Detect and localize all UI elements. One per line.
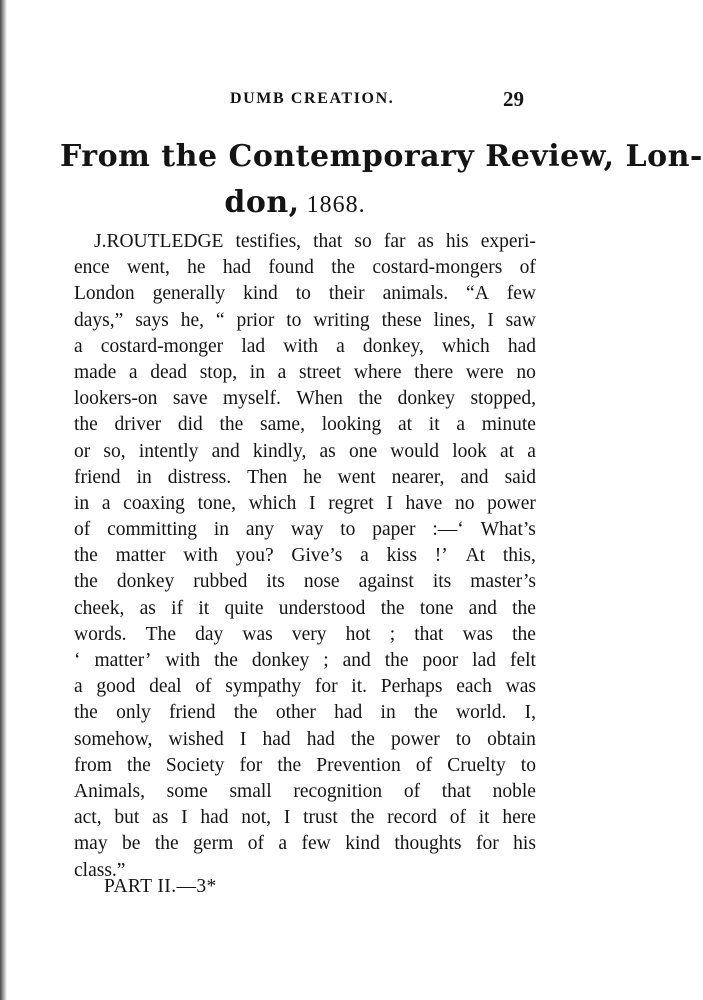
word: and [342, 650, 371, 671]
word: would [390, 440, 440, 462]
small-caps-name: ROUTLEDGE [106, 231, 224, 252]
word: writing [313, 309, 370, 331]
text-line [74, 674, 536, 700]
word: the [214, 650, 238, 671]
word: a [456, 414, 466, 436]
word: a [74, 676, 83, 698]
word: Give’s [291, 545, 343, 567]
word: this, [502, 545, 536, 567]
word: germ [193, 833, 234, 855]
word: his [513, 833, 536, 855]
word: a [128, 361, 138, 383]
word: stop, [199, 361, 238, 383]
word: look [452, 440, 487, 462]
word: lad [472, 650, 496, 671]
word: went [337, 466, 376, 488]
page-binding-edge [0, 0, 7, 1000]
word: friend [168, 702, 216, 724]
text-line [74, 543, 536, 569]
word: if [171, 597, 184, 619]
word: the [74, 414, 98, 436]
word: against [358, 571, 414, 593]
word: kindly, [252, 440, 307, 462]
text-line [74, 360, 536, 386]
word: costard-monger [100, 335, 224, 357]
word: intently [138, 440, 199, 462]
word: myself. [222, 388, 281, 410]
word: When [296, 388, 343, 410]
word: The [145, 623, 176, 645]
word: “ [215, 309, 225, 331]
word: words. [74, 623, 127, 645]
word: record [387, 807, 437, 829]
word: tone [419, 597, 454, 619]
word: the [380, 597, 405, 619]
text-line [74, 700, 536, 726]
word: !’ [434, 545, 448, 567]
word: kind [345, 833, 380, 855]
word: only [116, 702, 151, 724]
word: that [414, 623, 444, 645]
word: wished [168, 728, 224, 750]
text-line [74, 569, 536, 595]
word: had [334, 702, 363, 724]
word: these [381, 309, 422, 331]
word: that [441, 780, 471, 802]
word: with [165, 650, 201, 671]
word: dead [150, 361, 188, 383]
word: generally [152, 283, 226, 305]
word: recognition [293, 780, 383, 802]
word: master’s [470, 571, 536, 593]
word: London [74, 283, 135, 305]
text-line [74, 805, 536, 831]
word: found [268, 257, 314, 279]
word: went, [127, 257, 170, 279]
word: their [328, 283, 365, 305]
word: and [460, 466, 489, 488]
word: somehow, [74, 728, 153, 750]
word: animals. [382, 283, 449, 305]
word: the [74, 571, 98, 593]
word: donkey, [362, 335, 424, 357]
word: good [96, 676, 136, 698]
word: days,” [74, 309, 124, 331]
word: of [247, 833, 264, 855]
word: nearer, [391, 466, 445, 488]
word: donkey [116, 571, 175, 593]
word: power [391, 728, 440, 750]
word: experi- [480, 231, 536, 252]
word: save [172, 388, 208, 410]
word: no [455, 492, 475, 514]
word: a [278, 833, 288, 855]
word: did [177, 414, 203, 436]
word: be [122, 833, 141, 855]
word: he, [180, 309, 204, 331]
word: hot [345, 623, 371, 645]
word: cheek, [74, 597, 125, 619]
word: Prevention [316, 754, 401, 776]
word: kind [243, 283, 278, 305]
word: lines, [433, 309, 476, 331]
word: Then [247, 466, 288, 488]
word: in [136, 466, 152, 488]
word: where [353, 361, 402, 383]
word: for [475, 833, 499, 855]
word: any [245, 519, 275, 541]
word: a [360, 545, 369, 567]
word: the [351, 728, 375, 750]
word: a [277, 361, 287, 383]
word: sympathy [225, 676, 302, 698]
word: matter’ [94, 650, 152, 671]
word: very [291, 623, 327, 645]
word: that [313, 231, 343, 252]
word: ence [74, 257, 110, 279]
word: with [183, 545, 218, 567]
word: it [478, 807, 490, 829]
text-line [74, 491, 536, 517]
word: obtain [487, 728, 536, 750]
word: of [519, 257, 536, 279]
word: its [266, 571, 285, 593]
word: :—‘ [432, 519, 464, 541]
word: power [487, 492, 536, 514]
word: have [405, 492, 443, 514]
word: one [348, 440, 378, 462]
text-line [74, 334, 536, 360]
page-number: 29 [503, 87, 524, 111]
word: of [415, 754, 433, 776]
word: as [152, 807, 169, 829]
word: as [417, 231, 434, 252]
word: Animals, [74, 780, 145, 802]
word: I [487, 309, 494, 331]
word: small [229, 780, 272, 802]
word: to [520, 754, 536, 776]
word: kiss [386, 545, 417, 567]
word: Cruelty [447, 754, 506, 776]
word: rubbed [193, 571, 248, 593]
word: J.ROUTLEDGE [94, 231, 224, 252]
text-line [74, 648, 536, 674]
heading-line-2 [60, 180, 530, 231]
word: no [516, 361, 536, 383]
word: of [74, 519, 91, 541]
word: its [432, 571, 452, 593]
word: costard-mongers [372, 257, 503, 279]
text-line [74, 753, 536, 779]
word: at [398, 414, 413, 436]
text-line [74, 831, 536, 857]
word: in [249, 361, 265, 383]
word: donkey [397, 388, 455, 410]
word: to [340, 519, 356, 541]
word: to [286, 309, 302, 331]
word: the [331, 257, 356, 279]
word: had [262, 728, 291, 750]
word: for [314, 676, 338, 698]
word: distress. [167, 466, 232, 488]
word: saw [505, 309, 536, 331]
word: so, [103, 440, 126, 462]
word: from [74, 754, 112, 776]
word: lookers-on [74, 388, 158, 410]
word: understood [278, 597, 366, 619]
word: in [74, 492, 90, 514]
signature-mark [104, 876, 217, 898]
word: it [428, 414, 440, 436]
word: in [380, 702, 396, 724]
word: a [74, 335, 83, 357]
word: with [283, 335, 318, 357]
word: At [465, 545, 486, 567]
word: in [213, 519, 230, 541]
word: the [74, 702, 98, 724]
word: had [507, 335, 536, 357]
word: had [222, 257, 252, 279]
word: it. [351, 676, 368, 698]
word: paper [372, 519, 416, 541]
text-line [74, 386, 536, 412]
text-line [74, 229, 536, 255]
word: regret [328, 492, 374, 514]
word: poor [422, 650, 459, 671]
word: friend [74, 466, 121, 488]
word: or [74, 440, 91, 462]
running-head [0, 88, 615, 116]
word: the [384, 650, 409, 671]
word: felt [509, 650, 536, 671]
word: testifies, [235, 231, 302, 252]
word: and [468, 597, 497, 619]
word: matter [115, 545, 166, 567]
word: at [500, 440, 515, 462]
word: I [239, 728, 247, 750]
word: way [290, 519, 324, 541]
word: his [445, 231, 469, 252]
heading-year: 1868. [299, 192, 366, 218]
word: as [319, 440, 336, 462]
text-line [74, 412, 536, 438]
word: the [512, 623, 536, 645]
word: the [512, 597, 536, 619]
word: said [504, 466, 536, 488]
word: it [198, 597, 210, 619]
word: tone, [197, 492, 237, 514]
word: you? [235, 545, 274, 567]
word: I, [524, 702, 536, 724]
word: a [336, 335, 345, 357]
word: and [211, 440, 240, 462]
word: made [74, 361, 117, 383]
word: as [139, 597, 156, 619]
word: the [358, 388, 383, 410]
word: driver [114, 414, 162, 436]
word: says [135, 309, 169, 331]
word: Perhaps [380, 676, 443, 698]
word: few [506, 283, 536, 305]
word: minute [481, 414, 536, 436]
word: the [233, 702, 258, 724]
word: coaxing [123, 492, 185, 514]
word: the [350, 807, 375, 829]
word: may [74, 833, 108, 855]
text-line [74, 596, 536, 622]
word: world. [456, 702, 507, 724]
word: the [413, 702, 438, 724]
word: to [295, 283, 311, 305]
word: here [502, 807, 536, 829]
word: for [239, 754, 263, 776]
word: I [309, 492, 316, 514]
word: ‘ [74, 650, 81, 671]
text-line [74, 308, 536, 334]
text-line [74, 465, 536, 491]
word: the [127, 754, 151, 776]
word: was [462, 623, 493, 645]
line-text: class.” [74, 859, 126, 881]
word: few [301, 833, 331, 855]
word: committing [107, 519, 198, 541]
word: I [181, 807, 188, 829]
word: donkey [251, 650, 310, 671]
word: Society [165, 754, 225, 776]
word: was [505, 676, 536, 698]
word: were [465, 361, 504, 383]
word: but [114, 807, 140, 829]
text-line [74, 439, 536, 465]
word: ; [323, 650, 329, 671]
word: a [527, 440, 536, 462]
word: which [248, 492, 297, 514]
word: stopped, [470, 388, 536, 410]
word: a [101, 492, 111, 514]
word: I [386, 492, 393, 514]
heading-line-2-text: don, [224, 185, 300, 220]
word: ; [389, 623, 396, 645]
word: day [195, 623, 224, 645]
word: “A [466, 283, 489, 305]
word: thoughts [394, 833, 462, 855]
body-paragraph [74, 229, 536, 884]
word: nose [303, 571, 340, 593]
word: other [275, 702, 316, 724]
word: there [414, 361, 454, 383]
word: of [403, 780, 421, 802]
word: had [200, 807, 229, 829]
word: trust [303, 807, 338, 829]
word: same, [260, 414, 305, 436]
word: he [303, 466, 322, 488]
word: lad [241, 335, 266, 357]
word: had [306, 728, 335, 750]
word: which [442, 335, 490, 357]
signature-label: PART II.—3* [104, 876, 217, 897]
word: street [298, 361, 342, 383]
text-line [74, 622, 536, 648]
word: noble [492, 780, 536, 802]
word: not, [241, 807, 272, 829]
word: the [74, 545, 98, 567]
text-line [74, 255, 536, 281]
heading-line-1: From the Contemporary Review, Lon- [60, 139, 703, 174]
word: so [354, 231, 372, 252]
word: the [154, 833, 179, 855]
word: prior [236, 309, 275, 331]
word: I [283, 807, 291, 829]
word: the [219, 414, 244, 436]
word: far [383, 231, 406, 252]
word: act, [74, 807, 102, 829]
text-line [74, 779, 536, 805]
word: to [455, 728, 472, 750]
section-heading [60, 134, 703, 231]
word: the [277, 754, 302, 776]
word: was [242, 623, 273, 645]
word: quite [224, 597, 264, 619]
word: each [456, 676, 492, 698]
text-line [74, 517, 536, 543]
word: some [166, 780, 208, 802]
word: What’s [480, 519, 536, 541]
word: looking [321, 414, 382, 436]
word: of [449, 807, 466, 829]
word: of [195, 676, 212, 698]
running-head-title: DUMB CREATION. [230, 90, 395, 107]
word: deal [149, 676, 182, 698]
word: he [187, 257, 206, 279]
text-line [74, 727, 536, 753]
text-line [74, 281, 536, 307]
